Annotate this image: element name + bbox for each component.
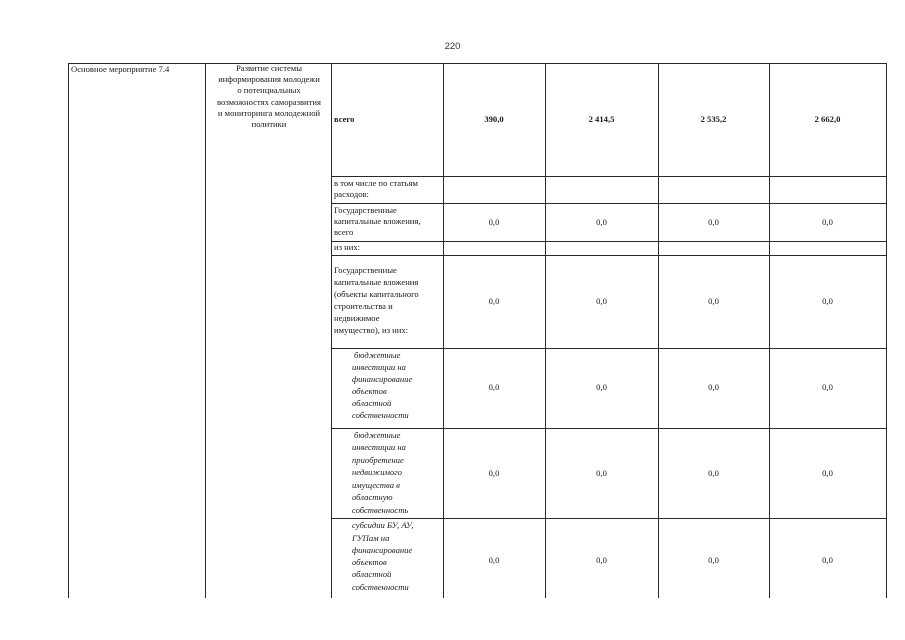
measure-name-line: и мониторинга молодежной <box>217 107 321 118</box>
row-label: в том числе по статьям <box>334 178 418 188</box>
row-label: приобретение <box>352 455 404 465</box>
row-label: областной <box>352 569 392 579</box>
value-cell: 0,0 <box>708 468 719 478</box>
row-border <box>331 348 887 349</box>
row-border <box>331 241 887 242</box>
value-cell: 0,0 <box>708 217 719 227</box>
col-border-0 <box>68 63 69 598</box>
row-label: недвижимое <box>334 313 380 323</box>
measure-name-line: возможностях саморазвития <box>217 96 321 107</box>
page-number: 220 <box>444 41 461 52</box>
value-cell: 0,0 <box>708 555 719 565</box>
value-cell: 0,0 <box>822 555 833 565</box>
value-cell: 390,0 <box>484 114 504 124</box>
measure-label: Основное мероприятие 7.4 <box>71 64 170 74</box>
value-cell: 0,0 <box>488 468 500 478</box>
value-cell: 0,0 <box>708 382 719 392</box>
row-label: Государственные <box>334 265 397 275</box>
value-cell: 0,0 <box>596 468 607 478</box>
row-label: всего <box>334 227 354 237</box>
row-label: ГУПам на <box>352 533 390 543</box>
value-cell: 2 535,2 <box>700 114 727 124</box>
value-cell: 2 414,5 <box>588 114 615 124</box>
row-label: капитальные вложения <box>334 277 419 287</box>
row-label: (объекты капитального <box>334 289 419 299</box>
value-cell: 0,0 <box>488 296 500 306</box>
value-cell: 0,0 <box>488 555 500 565</box>
measure-name-line: политики <box>251 119 287 130</box>
value-cell: 0,0 <box>822 217 833 227</box>
value-cell: 0,0 <box>822 468 833 478</box>
row-label: недвижимого <box>352 467 402 477</box>
row-label: областную <box>352 492 393 502</box>
measure-name-line: о потенциальных <box>237 85 301 96</box>
row-label: областной <box>352 398 392 408</box>
row-label: финансирование <box>352 545 413 555</box>
measure-name <box>205 63 333 130</box>
value-cell: 0,0 <box>596 382 607 392</box>
row-border <box>331 176 887 177</box>
value-cell: 0,0 <box>488 382 500 392</box>
value-cell: 0,0 <box>822 382 833 392</box>
row-border <box>331 428 887 429</box>
row-label: инвестиции на <box>352 442 406 452</box>
row-label: Государственные <box>334 205 397 215</box>
value-cell: 0,0 <box>822 296 833 306</box>
row-label: из них: <box>334 242 361 252</box>
measure-name-line: Развитие системы <box>236 63 302 73</box>
row-label: имущество), из них: <box>334 325 409 335</box>
row-label: расходов: <box>334 189 369 199</box>
row-label: субсидии БУ, АУ, <box>352 520 414 530</box>
value-cell: 0,0 <box>596 555 607 565</box>
row-border <box>331 518 887 519</box>
row-label: строительства и <box>334 301 393 311</box>
value-cell: 0,0 <box>596 296 607 306</box>
value-cell: 0,0 <box>708 296 719 306</box>
row-label: собственности <box>352 410 409 420</box>
row-label: объектов <box>352 386 387 396</box>
row-label: имущества в <box>352 480 400 490</box>
value-cell: 0,0 <box>488 217 500 227</box>
row-label: инвестиции на <box>352 362 406 372</box>
row-label: капитальные вложения, <box>334 216 421 226</box>
row-label: бюджетные <box>354 350 401 360</box>
row-label: объектов <box>352 557 387 567</box>
row-border <box>331 255 887 256</box>
value-cell: 2 662,0 <box>814 114 841 124</box>
row-border <box>331 203 887 204</box>
row-label: финансирование <box>352 374 413 384</box>
row-label: собственность <box>352 505 409 515</box>
row-label: всего <box>334 114 355 124</box>
row-label: собственности <box>352 582 409 592</box>
col-border-1 <box>205 63 206 598</box>
row-label: бюджетные <box>354 430 401 440</box>
measure-name-line: информирования молодежи <box>218 74 320 85</box>
value-cell: 0,0 <box>596 217 607 227</box>
table-top-border <box>68 63 887 64</box>
